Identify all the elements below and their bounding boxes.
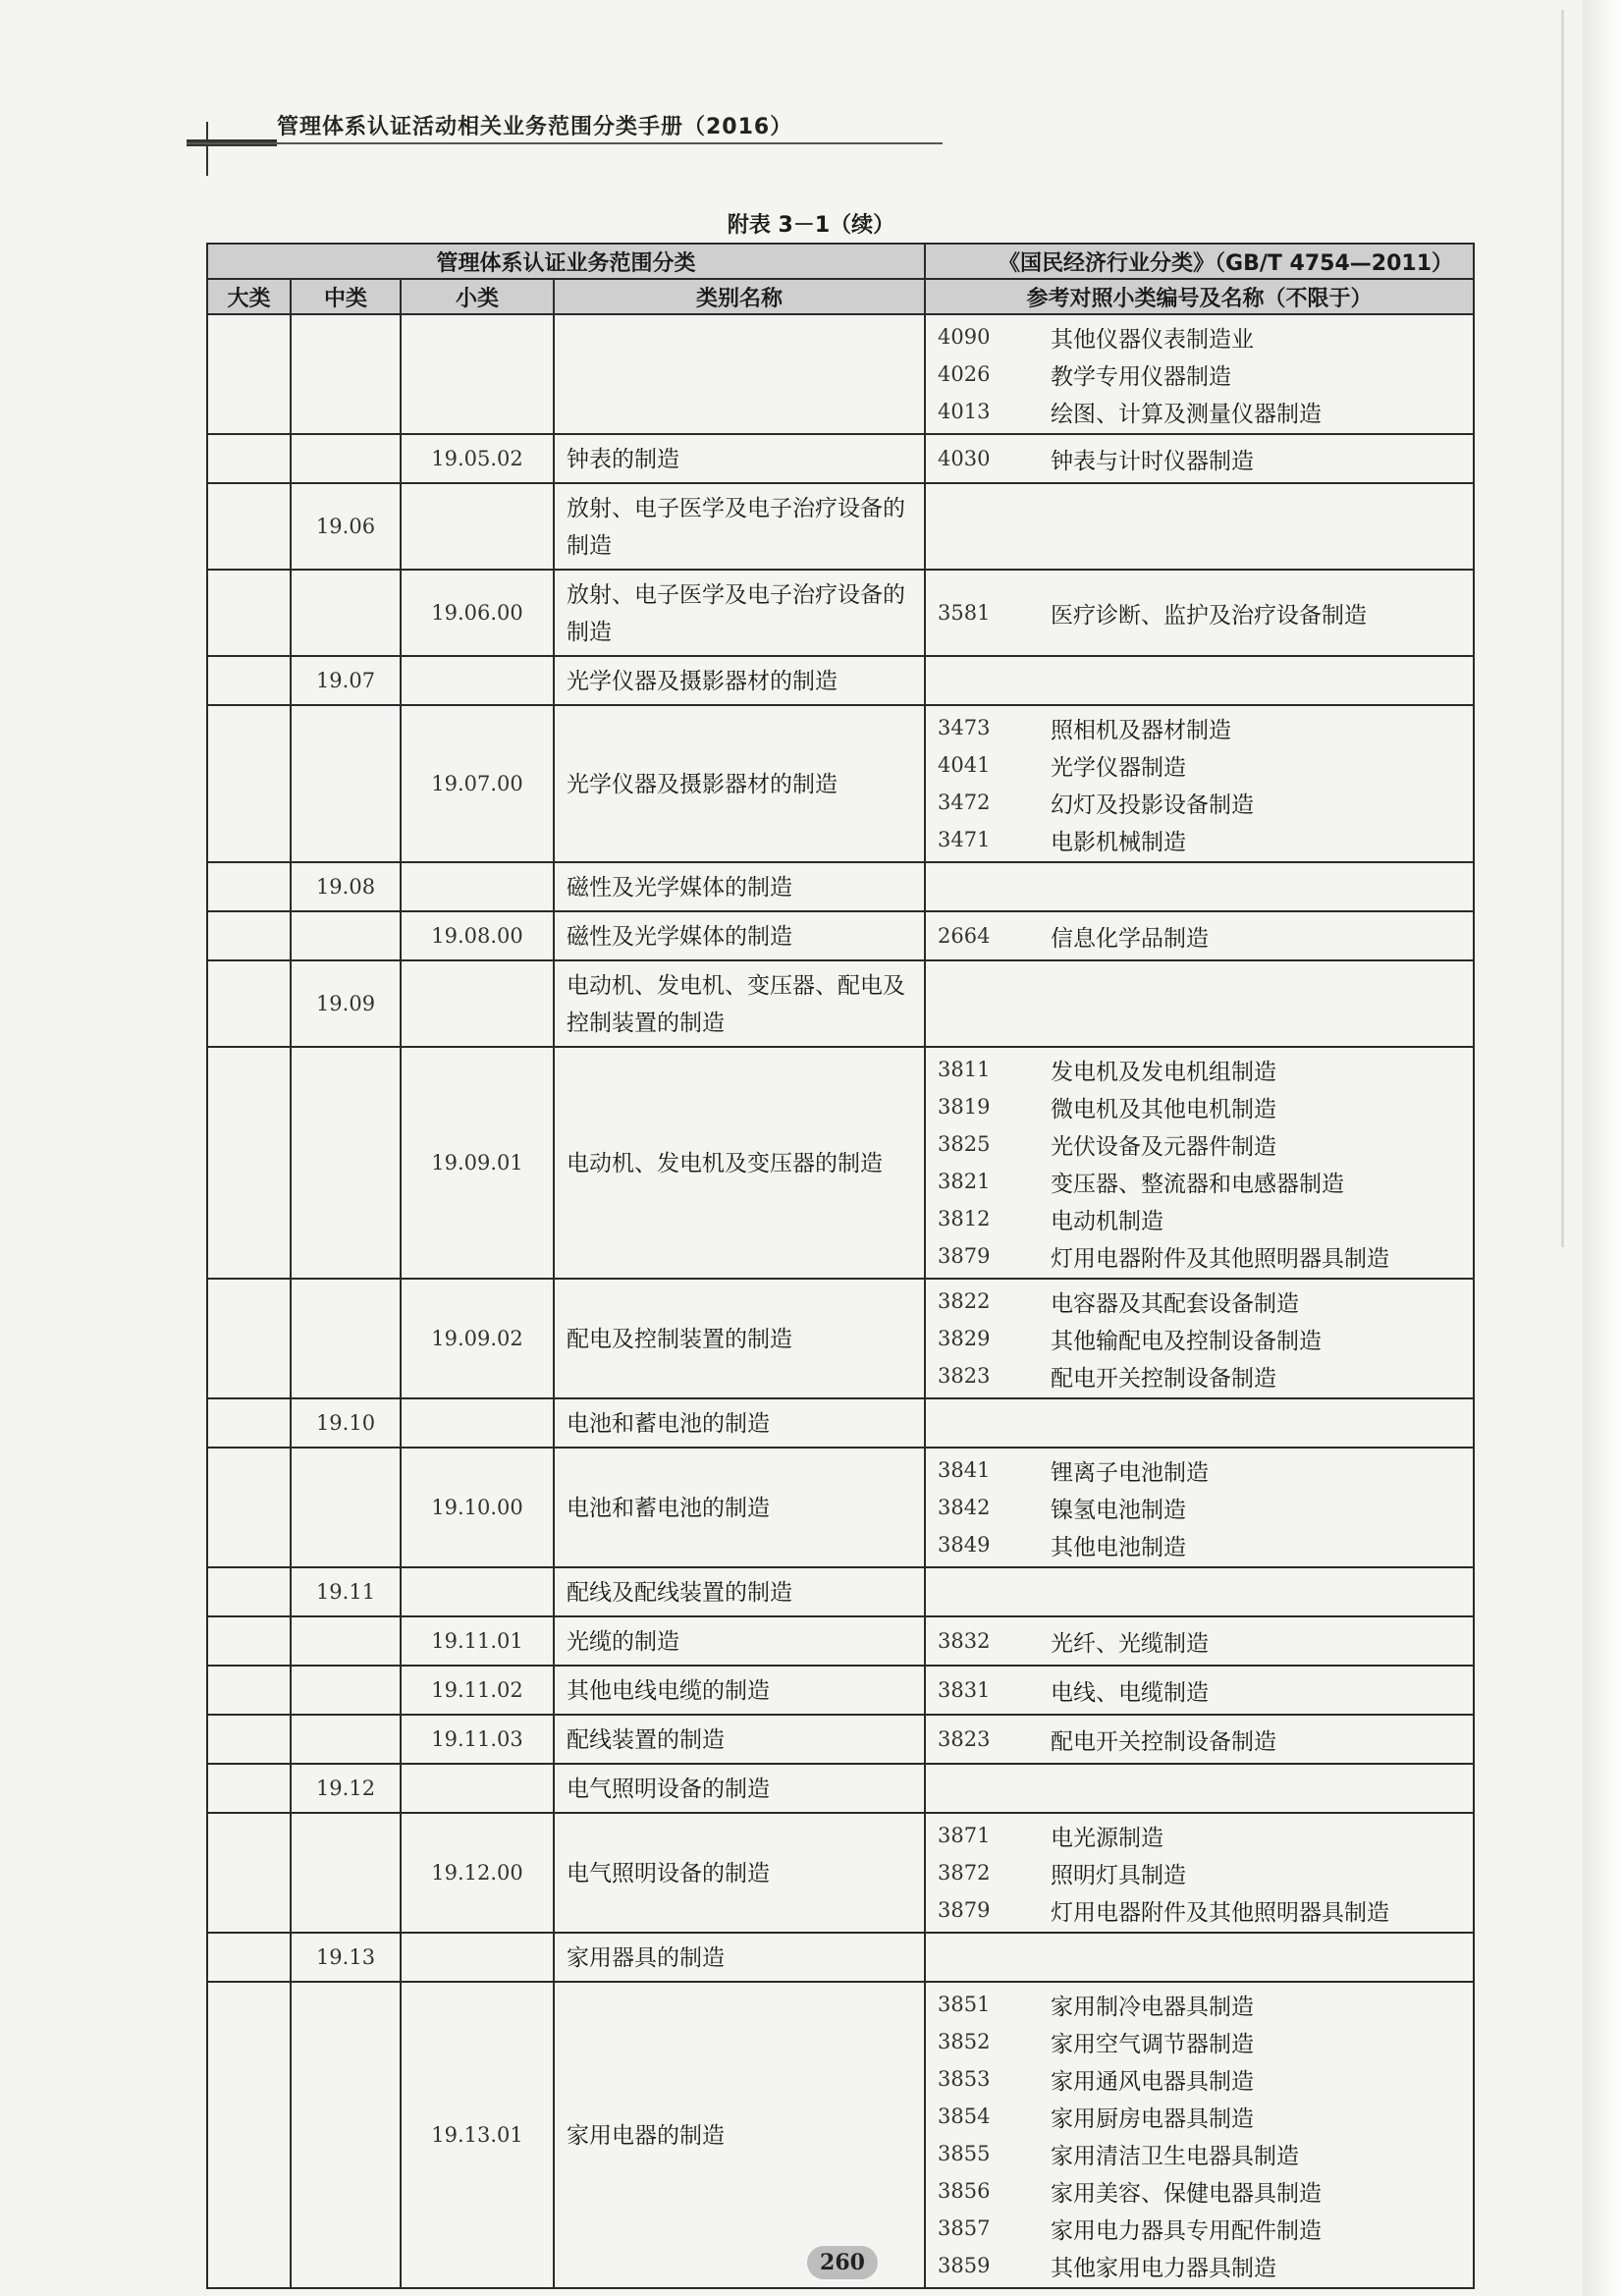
group-header-gbt: 《国民经济行业分类》（GB/T 4754—2011） <box>925 244 1474 279</box>
cell-middle <box>291 1279 401 1398</box>
cell-minor: 19.05.02 <box>401 434 554 483</box>
cell-middle <box>291 1666 401 1715</box>
cell-category-name: 电动机、发电机、变压器、配电及控制装置的制造 <box>554 960 925 1047</box>
reference-code: 3856 <box>938 2179 991 2203</box>
reference-item <box>938 318 1473 355</box>
reference-code: 3819 <box>938 1095 991 1119</box>
reference-item <box>938 2247 1473 2284</box>
cell-middle <box>291 1715 401 1764</box>
table-group-header-row <box>207 244 1474 279</box>
table-row <box>207 434 1474 483</box>
reference-name: 电影机械制造 <box>1051 829 1187 855</box>
cell-minor: 19.11.02 <box>401 1666 554 1715</box>
cell-minor <box>401 656 554 705</box>
cell-major <box>207 911 291 960</box>
reference-item <box>938 393 1473 430</box>
reference-name: 灯用电器附件及其他照明器具制造 <box>1051 1245 1390 1272</box>
header-tick <box>206 122 208 176</box>
reference-code: 3831 <box>938 1678 991 1702</box>
table-body <box>207 314 1474 2288</box>
table-row <box>207 960 1474 1047</box>
cell-category-name: 配线装置的制造 <box>554 1715 925 1764</box>
cell-major <box>207 1616 291 1666</box>
cell-minor: 19.13.01 <box>401 1982 554 2288</box>
reference-item <box>938 2172 1473 2210</box>
table-row <box>207 1933 1474 1982</box>
reference-item <box>938 784 1473 821</box>
cell-middle <box>291 1448 401 1567</box>
reference-item <box>938 1200 1473 1237</box>
cell-reference-list <box>925 1813 1474 1933</box>
reference-item <box>938 1451 1473 1489</box>
reference-name: 电动机制造 <box>1051 1208 1164 1234</box>
reference-name: 镍氢电池制造 <box>1051 1497 1187 1523</box>
cell-reference-list <box>925 960 1474 1047</box>
reference-name: 电光源制造 <box>1051 1825 1164 1851</box>
reference-name: 家用空气调节器制造 <box>1051 2031 1255 2057</box>
reference-code: 3879 <box>938 1244 991 1268</box>
cell-middle <box>291 570 401 656</box>
cell-reference-list <box>925 483 1474 570</box>
table-row <box>207 911 1474 960</box>
cell-category-name: 其他电线电缆的制造 <box>554 1666 925 1715</box>
cell-reference-list <box>925 656 1474 705</box>
cell-category-name: 放射、电子医学及电子治疗设备的制造 <box>554 483 925 570</box>
reference-name: 医疗诊断、监护及治疗设备制造 <box>1051 602 1368 629</box>
reference-name: 微电机及其他电机制造 <box>1051 1096 1277 1122</box>
reference-item <box>938 1051 1473 1088</box>
reference-item <box>938 746 1473 784</box>
reference-code: 3812 <box>938 1207 991 1230</box>
reference-item <box>938 1320 1473 1357</box>
table-column-header-row <box>207 279 1474 314</box>
cell-major <box>207 1666 291 1715</box>
reference-name: 变压器、整流器和电感器制造 <box>1051 1171 1345 1197</box>
cell-category-name: 电池和蓄电池的制造 <box>554 1398 925 1448</box>
cell-minor <box>401 1567 554 1616</box>
reference-code: 3853 <box>938 2067 991 2091</box>
table-row <box>207 656 1474 705</box>
reference-item <box>938 1125 1473 1163</box>
reference-code: 3871 <box>938 1824 991 1847</box>
table-row <box>207 1448 1474 1567</box>
cell-major <box>207 1764 291 1813</box>
reference-name: 配电开关控制设备制造 <box>1051 1365 1277 1392</box>
reference-item <box>938 1891 1473 1929</box>
cell-minor: 19.09.02 <box>401 1279 554 1398</box>
cell-reference-list <box>925 1715 1474 1764</box>
cell-reference-list <box>925 1933 1474 1982</box>
reference-code: 3842 <box>938 1496 991 1519</box>
table-row <box>207 705 1474 862</box>
cell-reference-list <box>925 911 1474 960</box>
cell-category-name: 电动机、发电机及变压器的制造 <box>554 1047 925 1279</box>
reference-code: 3473 <box>938 716 991 739</box>
reference-code: 3823 <box>938 1364 991 1388</box>
col-header-major: 大类 <box>207 279 291 314</box>
cell-category-name <box>554 314 925 434</box>
cell-reference-list <box>925 1764 1474 1813</box>
cell-reference-list <box>925 570 1474 656</box>
header-rule <box>187 142 943 144</box>
reference-code: 3854 <box>938 2105 991 2128</box>
reference-code: 3859 <box>938 2254 991 2277</box>
reference-name: 家用电力器具专用配件制造 <box>1051 2217 1323 2244</box>
cell-major <box>207 1813 291 1933</box>
reference-name: 电线、电缆制造 <box>1051 1679 1210 1706</box>
cell-category-name: 配线及配线装置的制造 <box>554 1567 925 1616</box>
reference-item <box>938 1357 1473 1394</box>
reference-item <box>938 1283 1473 1320</box>
cell-major <box>207 1047 291 1279</box>
cell-middle <box>291 1616 401 1666</box>
group-header-certification: 管理体系认证业务范围分类 <box>207 244 925 279</box>
reference-item <box>938 1163 1473 1200</box>
cell-middle: 19.12 <box>291 1764 401 1813</box>
reference-name: 教学专用仪器制造 <box>1051 363 1232 390</box>
cell-major <box>207 1448 291 1567</box>
page-number: 260 <box>807 2246 878 2279</box>
cell-middle: 19.11 <box>291 1567 401 1616</box>
reference-code: 3829 <box>938 1327 991 1350</box>
reference-name: 发电机及发电机组制造 <box>1051 1059 1277 1085</box>
table-row <box>207 570 1474 656</box>
reference-item <box>938 1854 1473 1891</box>
table-row <box>207 1567 1474 1616</box>
cell-major <box>207 960 291 1047</box>
reference-code: 3823 <box>938 1727 991 1751</box>
cell-category-name: 钟表的制造 <box>554 434 925 483</box>
reference-name: 灯用电器附件及其他照明器具制造 <box>1051 1899 1390 1926</box>
page-edge-line <box>1561 10 1564 1247</box>
reference-code: 3855 <box>938 2142 991 2165</box>
reference-item <box>938 1237 1473 1275</box>
reference-item <box>938 1986 1473 2023</box>
col-header-ref: 参考对照小类编号及名称（不限于） <box>925 279 1474 314</box>
cell-category-name: 家用电器的制造 <box>554 1982 925 2288</box>
cell-minor <box>401 1933 554 1982</box>
reference-item <box>938 2023 1473 2060</box>
cell-major <box>207 862 291 911</box>
reference-code: 3849 <box>938 1533 991 1557</box>
reference-name: 家用清洁卫生电器具制造 <box>1051 2143 1300 2169</box>
table-row <box>207 1715 1474 1764</box>
reference-code: 3879 <box>938 1898 991 1922</box>
reference-name: 照明灯具制造 <box>1051 1862 1187 1888</box>
cell-middle: 19.10 <box>291 1398 401 1448</box>
reference-code: 4041 <box>938 753 991 777</box>
reference-item <box>938 1489 1473 1526</box>
cell-minor <box>401 862 554 911</box>
reference-item <box>938 440 1473 477</box>
cell-minor <box>401 483 554 570</box>
cell-middle <box>291 1813 401 1933</box>
reference-item <box>938 1088 1473 1125</box>
cell-reference-list <box>925 434 1474 483</box>
reference-item <box>938 594 1473 631</box>
cell-reference-list <box>925 1279 1474 1398</box>
cell-reference-list <box>925 705 1474 862</box>
reference-item <box>938 1526 1473 1563</box>
cell-middle <box>291 434 401 483</box>
cell-middle: 19.13 <box>291 1933 401 1982</box>
cell-category-name: 光缆的制造 <box>554 1616 925 1666</box>
reference-code: 3851 <box>938 1993 991 2016</box>
reference-code: 3471 <box>938 828 991 851</box>
col-header-middle: 中类 <box>291 279 401 314</box>
cell-reference-list <box>925 1398 1474 1448</box>
reference-name: 幻灯及投影设备制造 <box>1051 792 1255 818</box>
reference-code: 3472 <box>938 791 991 814</box>
reference-name: 绘图、计算及测量仪器制造 <box>1051 401 1323 427</box>
cell-minor: 19.10.00 <box>401 1448 554 1567</box>
cell-category-name: 电池和蓄电池的制造 <box>554 1448 925 1567</box>
col-header-name: 类别名称 <box>554 279 925 314</box>
cell-category-name: 磁性及光学媒体的制造 <box>554 862 925 911</box>
reference-name: 其他家用电力器具制造 <box>1051 2255 1277 2281</box>
reference-item <box>938 709 1473 746</box>
cell-middle: 19.07 <box>291 656 401 705</box>
page-edge <box>1583 0 1622 2296</box>
cell-major <box>207 1398 291 1448</box>
reference-item <box>938 1721 1473 1758</box>
reference-name: 家用制冷电器具制造 <box>1051 1994 1255 2020</box>
reference-item <box>938 2060 1473 2098</box>
table-row <box>207 314 1474 434</box>
reference-code: 3581 <box>938 601 991 625</box>
cell-major <box>207 570 291 656</box>
reference-code: 3872 <box>938 1861 991 1885</box>
reference-code: 3821 <box>938 1170 991 1193</box>
cell-middle <box>291 1047 401 1279</box>
cell-middle: 19.09 <box>291 960 401 1047</box>
cell-reference-list <box>925 314 1474 434</box>
reference-name: 照相机及器材制造 <box>1051 717 1232 743</box>
cell-major <box>207 483 291 570</box>
reference-name: 电容器及其配套设备制造 <box>1051 1290 1300 1317</box>
reference-name: 家用厨房电器具制造 <box>1051 2105 1255 2132</box>
cell-major <box>207 1279 291 1398</box>
reference-name: 其他仪器仪表制造业 <box>1051 326 1255 353</box>
cell-major <box>207 705 291 862</box>
reference-item <box>938 2210 1473 2247</box>
reference-code: 3832 <box>938 1629 991 1653</box>
cell-minor: 19.09.01 <box>401 1047 554 1279</box>
reference-item <box>938 917 1473 955</box>
reference-code: 4090 <box>938 325 991 349</box>
cell-reference-list <box>925 1666 1474 1715</box>
reference-code: 3822 <box>938 1289 991 1313</box>
cell-middle: 19.08 <box>291 862 401 911</box>
reference-code: 3825 <box>938 1132 991 1156</box>
cell-category-name: 放射、电子医学及电子治疗设备的制造 <box>554 570 925 656</box>
reference-code: 2664 <box>938 924 991 948</box>
cell-category-name: 家用器具的制造 <box>554 1933 925 1982</box>
cell-reference-list <box>925 1448 1474 1567</box>
reference-name: 其他电池制造 <box>1051 1534 1187 1560</box>
cell-reference-list <box>925 862 1474 911</box>
reference-item <box>938 1671 1473 1709</box>
table-row <box>207 1616 1474 1666</box>
table-row <box>207 1398 1474 1448</box>
cell-minor: 19.11.01 <box>401 1616 554 1666</box>
cell-minor <box>401 1398 554 1448</box>
cell-category-name: 光学仪器及摄影器材的制造 <box>554 705 925 862</box>
reference-item <box>938 2135 1473 2172</box>
cell-middle <box>291 1982 401 2288</box>
cell-minor: 19.08.00 <box>401 911 554 960</box>
col-header-minor: 小类 <box>401 279 554 314</box>
reference-name: 家用通风电器具制造 <box>1051 2068 1255 2095</box>
cell-middle <box>291 314 401 434</box>
reference-name: 光纤、光缆制造 <box>1051 1630 1210 1657</box>
cell-major <box>207 1982 291 2288</box>
reference-name: 信息化学品制造 <box>1051 925 1210 952</box>
cell-minor: 19.12.00 <box>401 1813 554 1933</box>
cell-category-name: 磁性及光学媒体的制造 <box>554 911 925 960</box>
reference-code: 3841 <box>938 1458 991 1482</box>
reference-name: 光学仪器制造 <box>1051 754 1187 781</box>
table-row <box>207 1666 1474 1715</box>
reference-code: 3811 <box>938 1058 991 1081</box>
reference-code: 4026 <box>938 362 991 386</box>
cell-middle <box>291 705 401 862</box>
cell-reference-list <box>925 1982 1474 2288</box>
reference-name: 光伏设备及元器件制造 <box>1051 1133 1277 1160</box>
cell-minor: 19.07.00 <box>401 705 554 862</box>
cell-major <box>207 1715 291 1764</box>
cell-major <box>207 1567 291 1616</box>
cell-category-name: 电气照明设备的制造 <box>554 1764 925 1813</box>
cell-minor <box>401 1764 554 1813</box>
reference-code: 3852 <box>938 2030 991 2053</box>
cell-middle: 19.06 <box>291 483 401 570</box>
cell-reference-list <box>925 1567 1474 1616</box>
table-row <box>207 1764 1474 1813</box>
table-row <box>207 1813 1474 1933</box>
table-row <box>207 483 1474 570</box>
cell-minor: 19.11.03 <box>401 1715 554 1764</box>
table-caption: 附表 3－1（续） <box>727 213 895 238</box>
table-row <box>207 1982 1474 2288</box>
running-header: 管理体系认证活动相关业务范围分类手册（2016） <box>277 115 793 139</box>
cell-major <box>207 434 291 483</box>
cell-category-name: 配电及控制装置的制造 <box>554 1279 925 1398</box>
cell-major <box>207 314 291 434</box>
reference-code: 3857 <box>938 2216 991 2240</box>
reference-name: 锂离子电池制造 <box>1051 1459 1210 1486</box>
reference-code: 4030 <box>938 447 991 470</box>
cell-major <box>207 1933 291 1982</box>
reference-name: 家用美容、保健电器具制造 <box>1051 2180 1323 2207</box>
reference-name: 其他输配电及控制设备制造 <box>1051 1328 1323 1354</box>
table-row <box>207 862 1474 911</box>
reference-item <box>938 821 1473 858</box>
reference-item <box>938 355 1473 393</box>
cell-minor <box>401 314 554 434</box>
cell-category-name: 电气照明设备的制造 <box>554 1813 925 1933</box>
reference-code: 4013 <box>938 400 991 423</box>
cell-minor: 19.06.00 <box>401 570 554 656</box>
reference-name: 钟表与计时仪器制造 <box>1051 448 1255 474</box>
cell-reference-list <box>925 1047 1474 1279</box>
table-row <box>207 1047 1474 1279</box>
classification-table <box>206 243 1475 2289</box>
cell-middle <box>291 911 401 960</box>
table-row <box>207 1279 1474 1398</box>
cell-reference-list <box>925 1616 1474 1666</box>
reference-item <box>938 1817 1473 1854</box>
reference-item <box>938 2098 1473 2135</box>
cell-major <box>207 656 291 705</box>
reference-name: 配电开关控制设备制造 <box>1051 1728 1277 1755</box>
reference-item <box>938 1622 1473 1660</box>
cell-category-name: 光学仪器及摄影器材的制造 <box>554 656 925 705</box>
cell-minor <box>401 960 554 1047</box>
